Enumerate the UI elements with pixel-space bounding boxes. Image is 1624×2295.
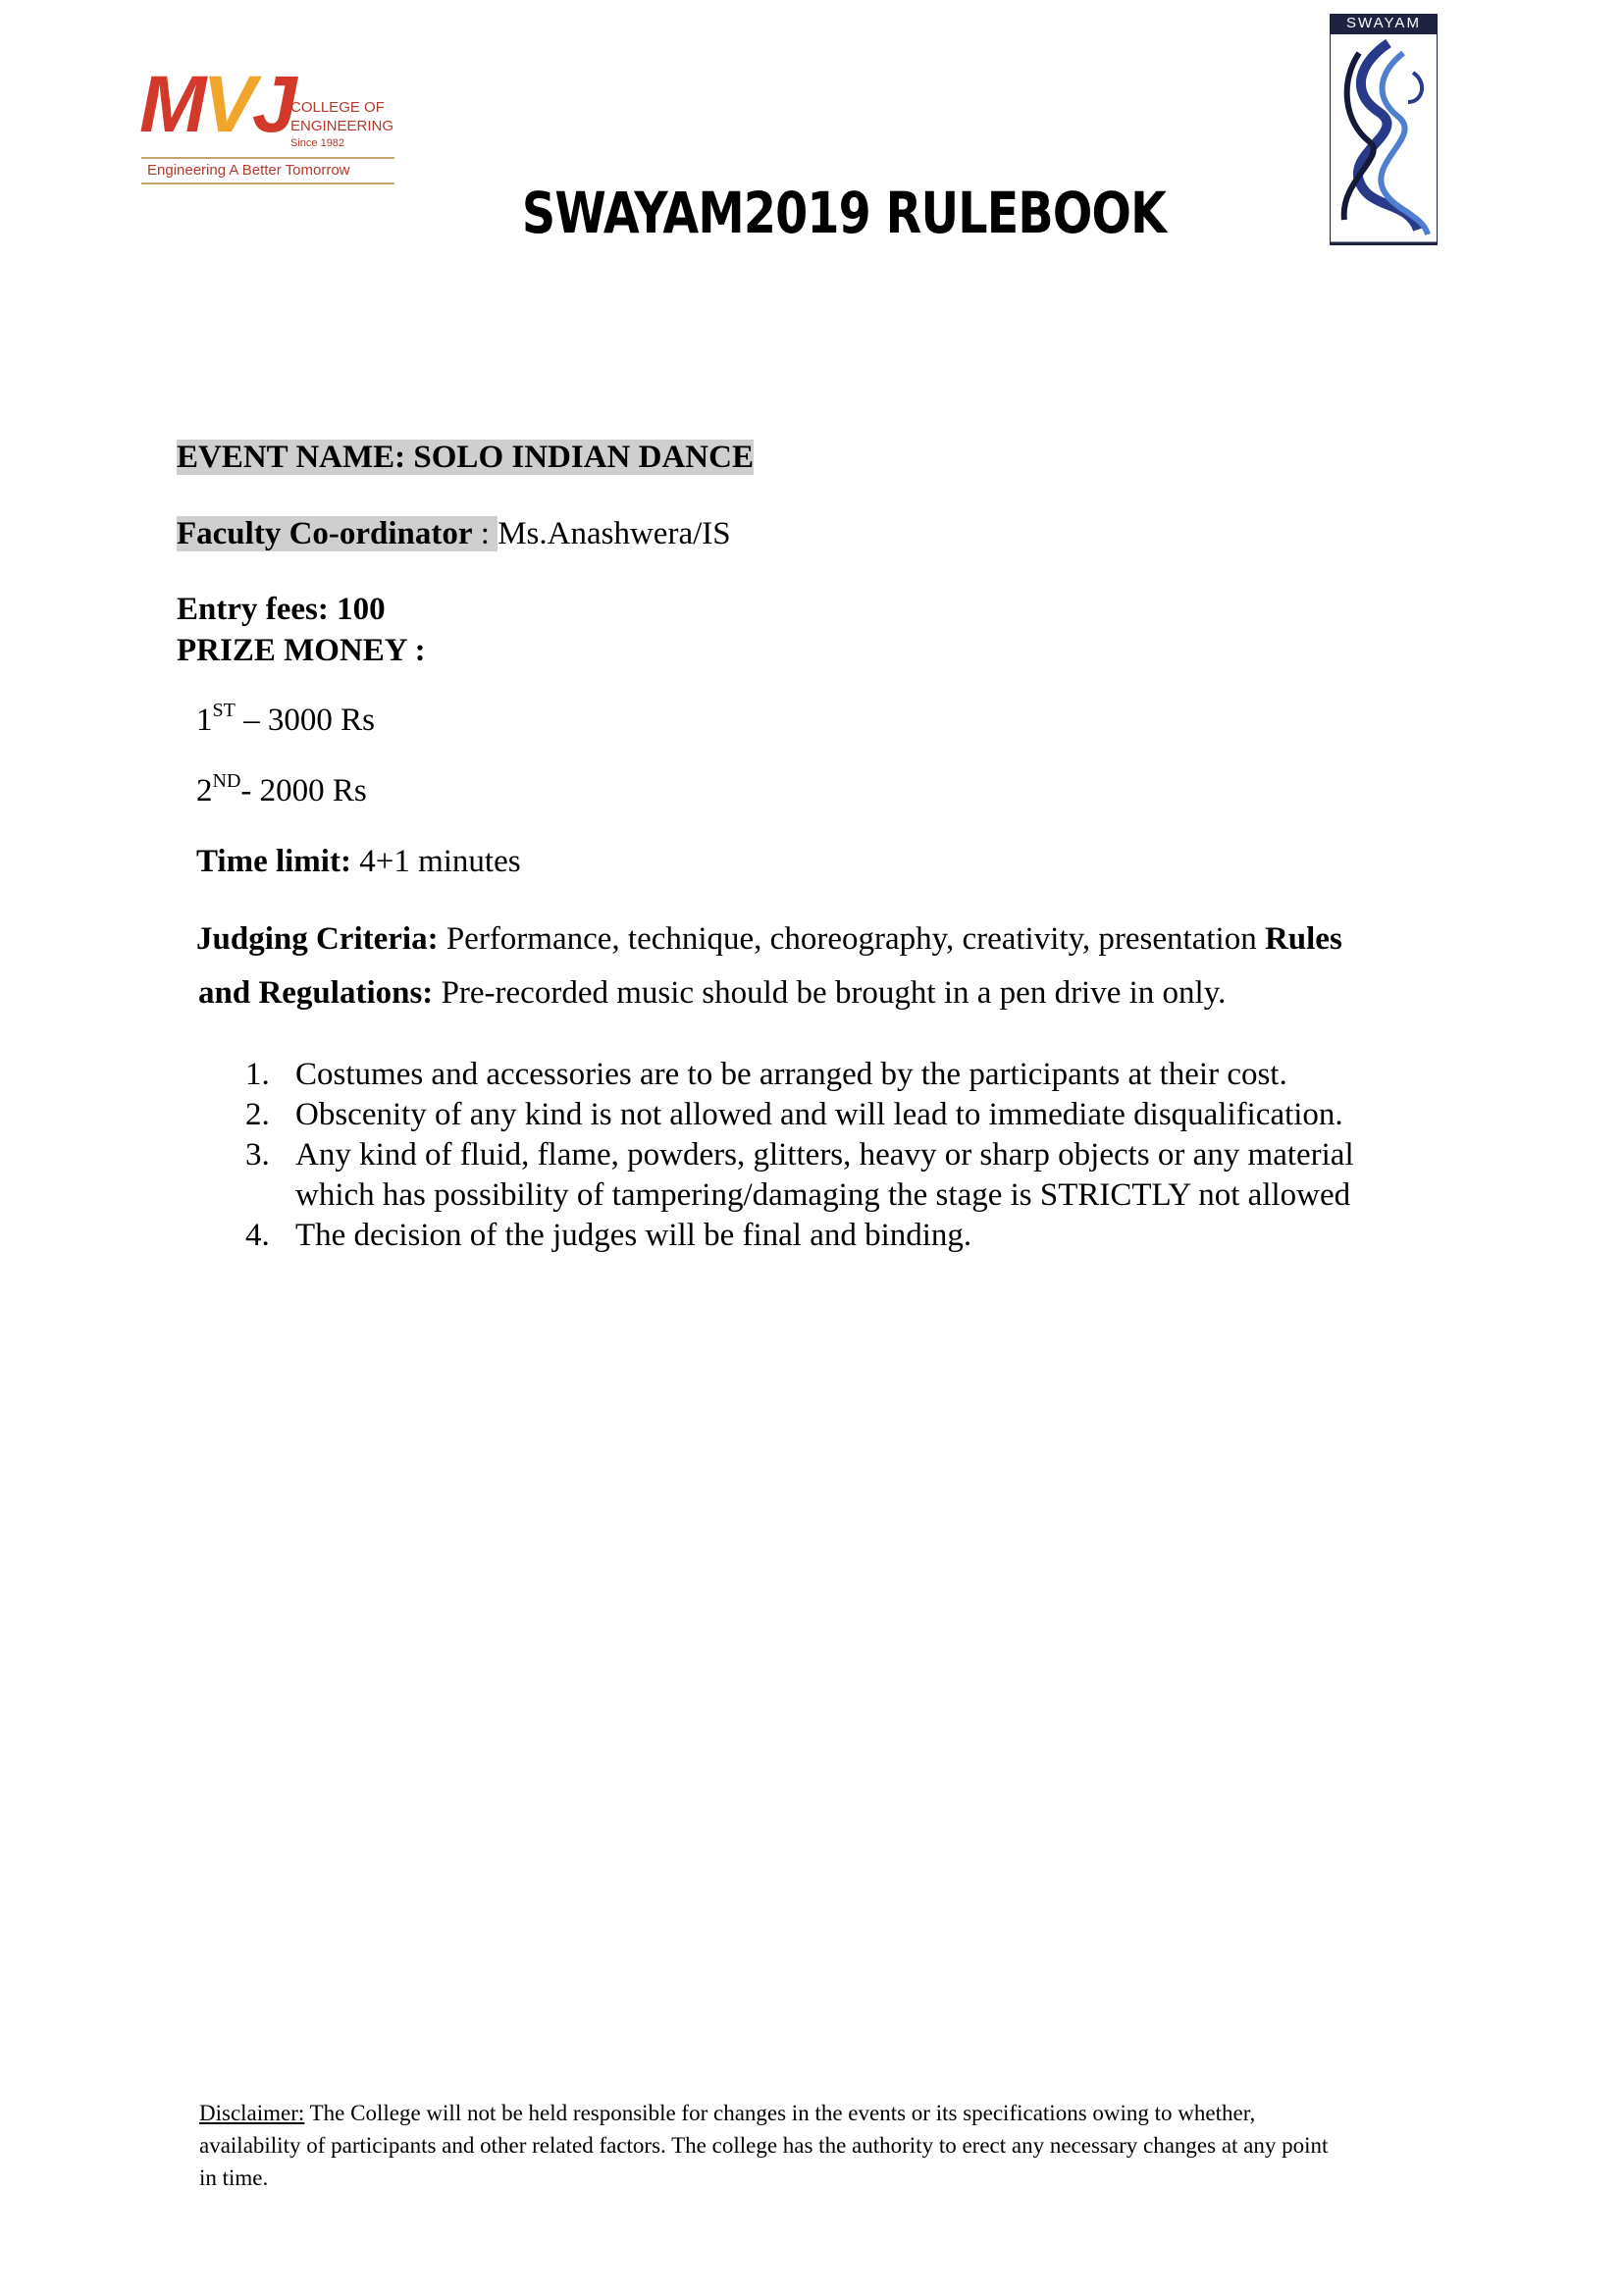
prize-first: 1ST – 3000 Rs: [196, 700, 375, 738]
event-name: EVENT NAME: SOLO INDIAN DANCE: [177, 440, 754, 475]
rules-intro: and Regulations: Pre-recorded music should be brought in a pen drive in only.: [198, 975, 1227, 1011]
prize-second: 2ND- 2000 Rs: [196, 770, 367, 808]
faculty-coordinator: [177, 514, 731, 553]
list-item: 2. Obscenity of any kind is not allowed and will lead to immediate disqualification.: [245, 1097, 1343, 1132]
list-item: 4. The decision of the judges will be final and binding.: [245, 1218, 972, 1253]
list-item: 3. Any kind of fluid, flame, powders, glitters, heavy or sharp objects or any material which has possibility of tampering/damaging the stage is STRICTLY not allowed: [245, 1137, 1354, 1213]
page-title: SWAYAM2019 RULEBOOK: [521, 180, 1167, 246]
faculty-label: Faculty Co-ordinator: [177, 516, 473, 551]
logo-since: Since 1982: [290, 137, 345, 149]
swayam-logo-label: SWAYAM: [1330, 14, 1438, 33]
college-logo: [137, 61, 407, 190]
judging-criteria: Judging Criteria: Performance, technique, choreography, creativity, presentation Rules: [196, 921, 1342, 957]
list-item: 1. Costumes and accessories are to be arranged by the participants at their cost.: [245, 1057, 1287, 1092]
faculty-value: Ms.Anashwera/IS: [498, 516, 731, 551]
faculty-sep: :: [472, 516, 498, 551]
time-limit: Time limit: 4+1 minutes: [196, 844, 521, 879]
logo-college-name: COLLEGE OF ENGINEERING: [290, 99, 394, 134]
rules-list: [236, 1055, 1473, 1256]
logo-letters: MVJ: [139, 60, 293, 149]
logo-tagline: Engineering A Better Tomorrow: [147, 162, 350, 179]
disclaimer-label: Disclaimer:: [199, 2101, 305, 2125]
entry-fees: Entry fees: 100: [177, 592, 386, 627]
disclaimer: Disclaimer: The College will not be held responsible for changes in the events or its specifications owing to whether, availability of participants and other related factors. The college has the authority to erect any necessary changes at any point in time.: [199, 2101, 1329, 2190]
prize-heading: PRIZE MONEY :: [177, 633, 426, 668]
